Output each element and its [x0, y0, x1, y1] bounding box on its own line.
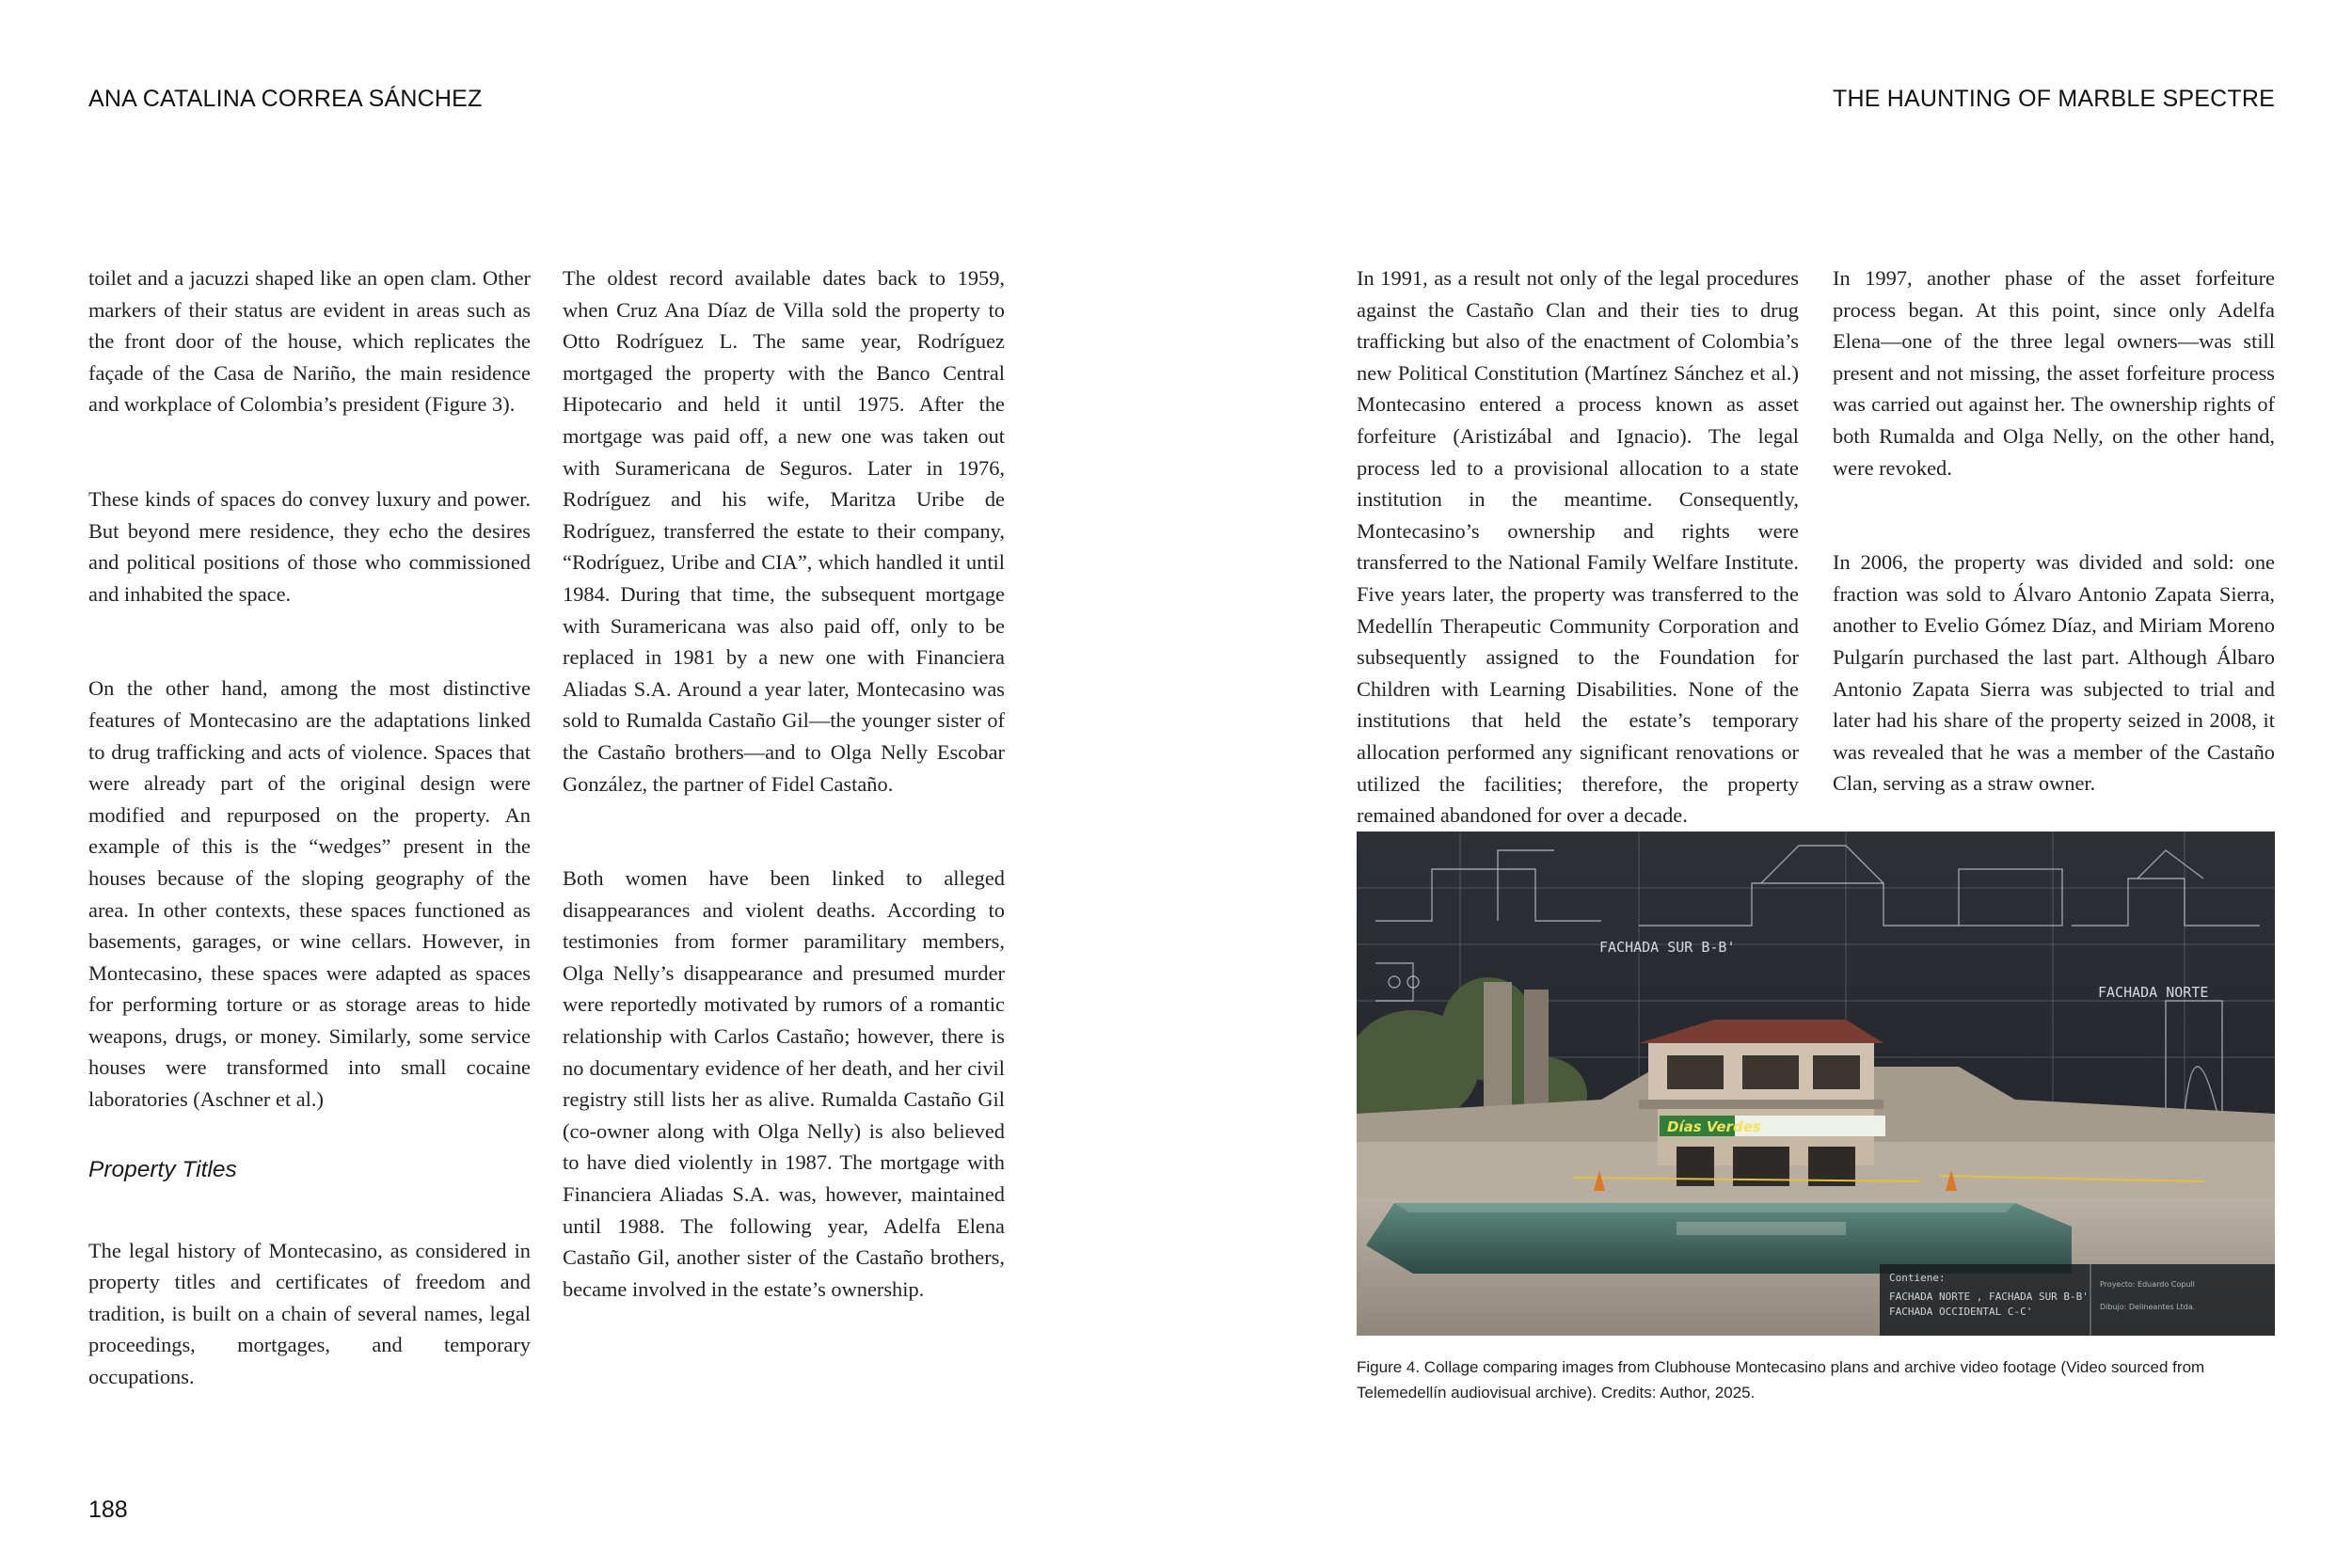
title-block-line-3: FACHADA OCCIDENTAL C-C' [1889, 1306, 2033, 1318]
banner-text: Días Verdes [1667, 1118, 1761, 1135]
title-block-project: Proyecto: Eduardo Copull [2100, 1280, 2195, 1289]
text-column-3 [1357, 262, 1799, 832]
paragraph: The legal history of Montecasino, as considered in property titles and certificates of freedom and tradition, is built on a chain of several names, legal proceedings, mortgages, and temporary occupations. [88, 1238, 531, 1389]
section-heading: Property Titles [88, 1156, 237, 1182]
paragraph: On the other hand, among the most distinctive features of Montecasino are the adaptations linked to drug trafficking and acts of violence. Spaces that were already part of the original design were modified and repurposed on the property. An example of this is the “wedges” present in the houses because of the sloping geography of the area. In other contexts, these spaces functioned as basements, garages, or wine cellars. However, in Montecasino, these spaces were adapted as spaces for performing torture or as storage areas to hide weapons, drugs, or money. Similarly, some service houses were transformed into small cocaine laboratories (Aschner et al.) [88, 676, 531, 1112]
blueprint-label-north: FACHADA NORTE [2098, 984, 2209, 1001]
title-block-line-2: FACHADA NORTE , FACHADA SUR B-B' [1889, 1291, 2089, 1303]
paragraph: In 1997, another phase of the asset forfeiture process began. At this point, since only Adelfa Elena—one of the three legal owners—was still present and not missing, the asset forfeiture process was carried out against her. The ownership rights of both Rumalda and Olga Nelly, on the other hand, were revoked. [1833, 266, 2275, 480]
paragraph: In 1991, as a result not only of the legal procedures against the Castaño Clan and their ties to drug trafficking but also of the enactment of Colombia’s new Political Constitution (Martínez Sánchez et al.) Montecasino entered a process known as asset forfeiture (Aristizábal and Ignacio). The legal process led to a provisional allocation to a state institution in the meantime. Consequently, Montecasino’s ownership and rights were transferred to the National Family Welfare Institute. Five years later, the property was transferred to the Medellín Therapeutic Community Corporation and subsequently assigned to the Foundation for Children with Learning Disabilities. None of the institutions that held the estate’s temporary allocation performed any significant renovations or utilized the facilities; therefore, the property remained abandoned for over a decade. [1357, 266, 1799, 828]
paragraph: toilet and a jacuzzi shaped like an open clam. Other markers of their status are evident in areas such as the front door of the house, which replicates the façade of the Casa de Nariño, the main residence and workplace of Colombia’s president (Figure 3). [88, 266, 531, 417]
paragraph: Both women have been linked to alleged disappearances and violent deaths. According to testimonies from former paramilitary members, Olga Nelly’s disappearance and presumed murder were reportedly motivated by rumors of a romantic relationship with Carlos Castaño; however, there is no documentary evidence of her death, and her civil registry still lists her as alive. Rumalda Castaño Gil (co-owner along with Olga Nelly) is also believed to have died violently in 1987. The mortgage with Financiera Aliadas S.A. was, however, maintained until 1988. The following year, Adelfa Elena Castaño Gil, another sister of the Castaño brothers, became involved in the estate’s ownership. [563, 866, 1005, 1301]
text-column-4 [1833, 262, 2275, 800]
title-block-drawing: Dibujo: Delineantes Ltda. [2100, 1303, 2196, 1311]
running-head-author: ANA CATALINA CORREA SÁNCHEZ [88, 86, 483, 112]
text-column-2 [563, 262, 1005, 1305]
collage-image [1357, 832, 2275, 1336]
running-head-title: THE HAUNTING OF MARBLE SPECTRE [1833, 86, 2275, 112]
figure-caption: Figure 4. Collage comparing images from Clubhouse Montecasino plans and archive video footage (Video sourced from Telemedellín audiovisual archive). Credits: Author, 2025. [1357, 1358, 2205, 1402]
paragraph: The oldest record available dates back to 1959, when Cruz Ana Díaz de Villa sold the property to Otto Rodríguez L. The same year, Rodríguez mortgaged the property with the Banco Central Hipotecario and held it until 1975. After the mortgage was paid off, a new one was taken out with Suramericana de Seguros. Later in 1976, Rodríguez and his wife, Maritza Uribe de Rodríguez, transferred the estate to their company, “Rodríguez, Uribe and CIA”, which handled it until 1984. During that time, the subsequent mortgage with Suramericana was also paid off, only to be replaced in 1981 by a new one with Financiera Aliadas S.A. Around a year later, Montecasino was sold to Rumalda Castaño Gil—the younger sister of the Castaño brothers—and to Olga Nelly Escobar González, the partner of Fidel Castaño. [563, 266, 1005, 796]
page-number: 188 [88, 1497, 128, 1523]
paragraph: In 2006, the property was divided and sold: one fraction was sold to Álvaro Antonio Zapata Sierra, another to Evelio Gómez Díaz, and Miriam Moreno Pulgarín purchased the last part. Although Álbaro Antonio Zapata Sierra was subjected to trial and later had his share of the property seized in 2008, it was revealed that he was a member of the Castaño Clan, serving as a straw owner. [1833, 550, 2275, 796]
text-column-1 [88, 262, 531, 1393]
paragraph: These kinds of spaces do convey luxury and power. But beyond mere residence, they echo the desires and political positions of those who commissioned and inhabited the space. [88, 486, 531, 606]
figure-collage [1357, 832, 2275, 1336]
title-block-contains: Contiene: [1889, 1272, 1946, 1284]
blueprint-label-south: FACHADA SUR B-B' [1599, 939, 1736, 956]
